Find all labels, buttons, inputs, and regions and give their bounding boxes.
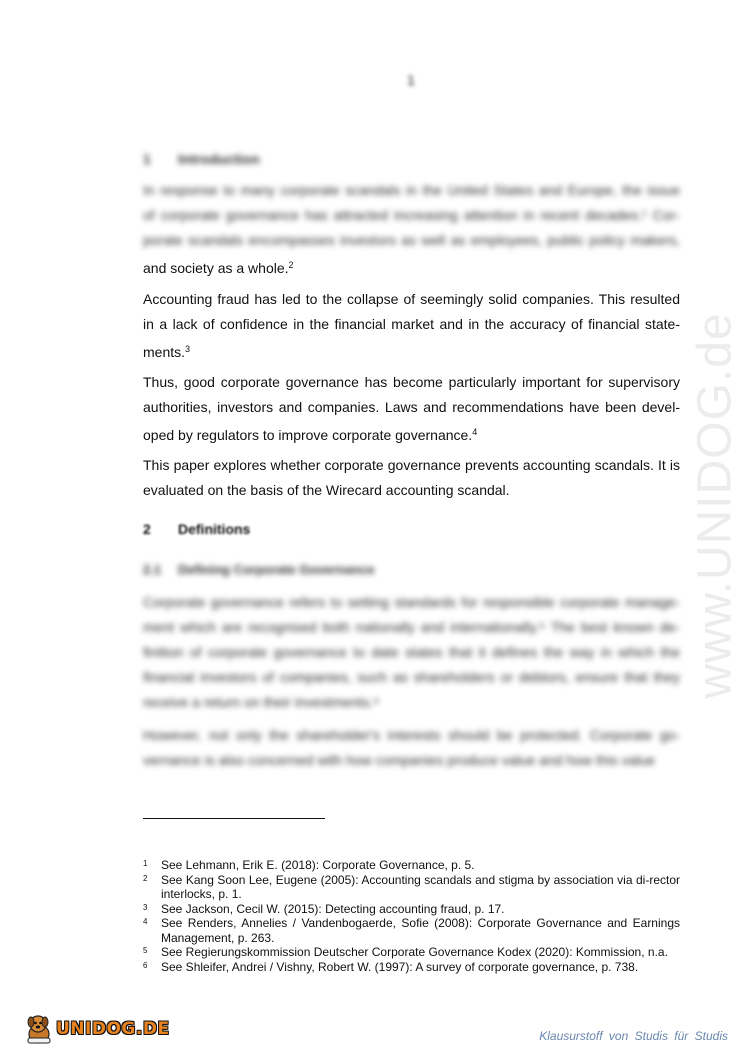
blurred-line: In response to many corporate scandals in the United States and Europe, the issue xyxy=(143,182,680,198)
footnote-3: 3 See Jackson, Cecil W. (2015): Detecting accounting fraud, p. 17. xyxy=(143,901,505,916)
footnote-4: 4 See Renders, Annelies / Vandenbogaerde, Sofie (2008): Corporate Governance and Earnings Management, p. 263. xyxy=(143,916,680,945)
blurred-line: of corporate governance has attracted increasing attention in recent decades.¹ Cor- xyxy=(143,207,680,223)
intro-paragraph-1: In response to many corporate scandals in the United States and Europe, the issue of corporate governance has attracted increasing attention in recent decades.¹ Cor- porate scandals encompasses investors as well as employees, public policy makers, and society as a whole.$^2$ xyxy=(143,178,680,281)
unidog-logo[interactable] xyxy=(22,1012,170,1046)
logo-wordmark: UNIDOG.DE xyxy=(56,1019,170,1039)
dog-mascot-icon xyxy=(22,1012,56,1046)
section-heading-introduction: 1 Introduction xyxy=(143,151,260,167)
intro-paragraph-3: Thus, good corporate governance has become particularly important for supervisory authorities, investors and companies. Laws and recommendations have been devel-oped by regulators to improve corporate governance.$^4$ xyxy=(143,374,680,443)
footnote-2: 2 See Kang Soon Lee, Eugene (2005): Accounting scandals and stigma by association via di-rector interlocks, p. 1. xyxy=(143,872,680,901)
footer-slogan: Klausurstoff von Studis für Studis xyxy=(539,1029,728,1043)
blurred-line: porate scandals encompasses investors as well as employees, public policy makers, xyxy=(143,232,680,248)
subsection-heading-defining-cg: 2.1 Defining Corporate Governance xyxy=(143,562,375,577)
footnote-separator xyxy=(143,818,325,819)
footnote-5: 5 See Regierungskommission Deutscher Corporate Governance Kodex (2020): Kommission, n.a. xyxy=(143,945,668,959)
footnote-6: 6 See Shleifer, Andrei / Vishny, Robert W. (1997): A survey of corporate governance, p. 738. xyxy=(143,959,639,974)
intro-paragraph-4: This paper explores whether corporate governance prevents accounting scandals. It is evaluated on the basis of the Wirecard accounting scandal. xyxy=(143,457,680,498)
definition-paragraph-1: Corporate governance refers to setting standards for responsible corporate manage-ment which are recognised both nationally and internationally.⁵ The best known de-finition of corporate governance to date states that it defines the way in which the financial investors of companies, such as shareholders or debtors, ensure that they receive a return on their investments.⁶ xyxy=(143,594,680,710)
intro-paragraph-2: Accounting fraud has led to the collapse of seemingly solid companies. This resulted in a lack of confidence in the financial market and in the accuracy of financial state-ments.$^3$ xyxy=(143,291,680,360)
section-heading-definitions: 2 Definitions xyxy=(143,521,251,537)
footnotes xyxy=(143,858,680,974)
footnote-1: 1 See Lehmann, Erik E. (2018): Corporate Governance, p. 5. xyxy=(143,858,475,872)
intro-paragraph-1-tail: and society as a whole. xyxy=(143,260,289,276)
page-number: 1 xyxy=(407,72,415,88)
watermark: www.UNIDOG.de xyxy=(688,311,742,699)
definition-paragraph-2: However, not only the shareholder's interests should be protected. Corporate go-vernance is also concerned with how companies produce value and how this value xyxy=(143,727,680,768)
